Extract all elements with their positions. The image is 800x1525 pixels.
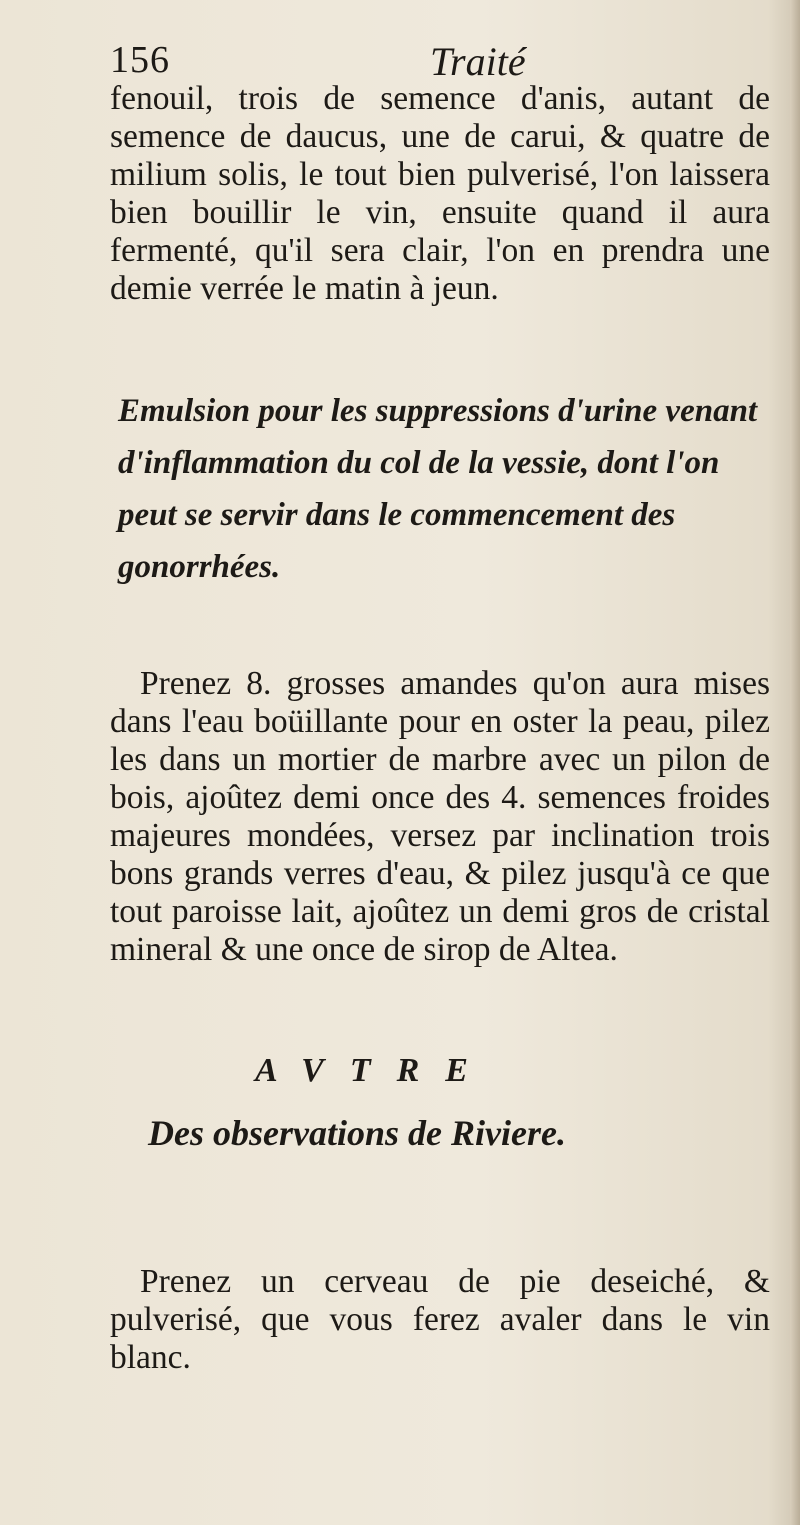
paragraph-2-text: Prenez 8. grosses amandes qu'on aura mises dans l'eau boüillante pour en oster la peau, pilez les dans un mortier de marbre avec un pilon de bois, ajoûtez demi once des 4. semences froides majeures mondées, versez par inclination trois bons grands verres d'eau, & pilez jusqu'à ce que tout paroisse lait, ajoûtez un demi gros de cristal mineral & une once de sirop de Altea. bbox=[110, 665, 770, 968]
section-heading-emulsion: Emulsion pour les suppressions d'urine venant d'inflammation du col de la vessie, dont l'on peut se servir dans le commencement des gonorrhées. bbox=[118, 393, 758, 585]
section-subtitle: Des observations de Riviere. bbox=[148, 1113, 566, 1153]
paragraph-emulsion-recipe bbox=[110, 665, 770, 969]
paragraph-3-text: Prenez un cerveau de pie deseiché, & pulverisé, que vous ferez avaler dans le vin blanc. bbox=[110, 1263, 770, 1376]
running-head: Traité bbox=[430, 39, 526, 84]
section-title-autre: AVTRE bbox=[255, 1052, 494, 1089]
page-number: 156 bbox=[110, 39, 170, 81]
paragraph-riviere-recipe bbox=[110, 1263, 770, 1377]
paragraph-recipe-continuation bbox=[110, 80, 770, 308]
paragraph-1-text: fenouil, trois de semence d'anis, autant de semence de daucus, une de carui, & quatre de milium solis, le tout bien pulverisé, l'on laissera bien bouillir le vin, ensuite quand il aura fermenté, qu'il sera clair, l'on en prendra une demie verrée le matin à jeun. bbox=[110, 80, 770, 307]
page-edge-shadow bbox=[790, 0, 800, 1525]
